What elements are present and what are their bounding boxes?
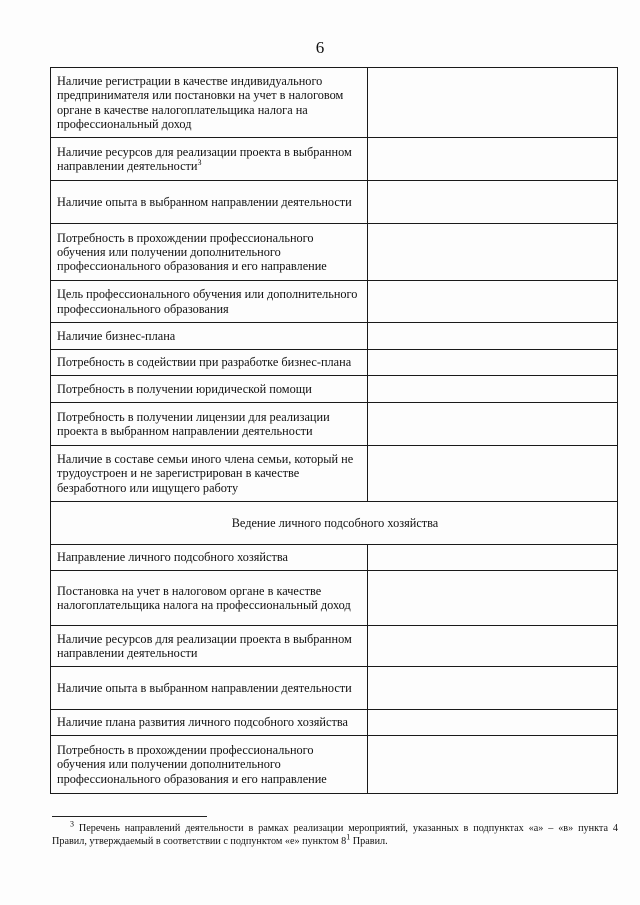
questionnaire-table <box>50 67 618 794</box>
row-label: Постановка на учет в налоговом органе в качестве налогоплательщика налога на профессиональный доход <box>51 571 368 626</box>
row-label: Наличие в составе семьи иного члена семьи, который не трудоустроен и не зарегистрирован в качестве безработного или ищущего работу <box>51 446 368 502</box>
footnote <box>52 819 619 848</box>
row-value-cell[interactable] <box>368 446 618 502</box>
row-value-cell[interactable] <box>368 571 618 626</box>
row-value-cell[interactable] <box>368 403 618 446</box>
footnote-text-end: Правил. <box>350 836 388 847</box>
row-label: Потребность в получении лицензии для реализации проекта в выбранном направлении деятельности <box>51 403 368 446</box>
table-row <box>51 350 618 376</box>
table-row <box>51 571 618 626</box>
row-value-cell[interactable] <box>368 181 618 224</box>
row-value-cell[interactable] <box>368 626 618 667</box>
page-number: 6 <box>315 38 325 57</box>
row-label: Потребность в получении юридической помощи <box>51 376 368 403</box>
table-row <box>51 181 618 224</box>
footnote-sup: 1 <box>346 832 351 842</box>
row-value-cell[interactable] <box>368 138 618 181</box>
row-value-cell[interactable] <box>368 545 618 571</box>
row-label: Потребность в прохождении профессионального обучения или получении дополнительного профессионального образования и его направление <box>51 224 368 281</box>
table-row <box>51 224 618 281</box>
row-label: Наличие ресурсов для реализации проекта в выбранном направлении деятельности <box>51 626 368 667</box>
footnote-text: Перечень направлений деятельности в рамках реализации мероприятий, указанных в подпунктах «а» – «в» пункта 4 Правил, утверждаемый в соответствии с подпунктом «е» пунктом 8 <box>52 823 619 847</box>
table-row <box>51 545 618 571</box>
row-value-cell[interactable] <box>368 350 618 376</box>
row-label: Наличие бизнес-плана <box>51 323 368 350</box>
table-row <box>51 403 618 446</box>
footnote-ref: 3 <box>197 157 202 167</box>
row-label: Наличие плана развития личного подсобного хозяйства <box>51 710 368 736</box>
table-row <box>51 710 618 736</box>
table-row <box>51 376 618 403</box>
table-row <box>51 667 618 710</box>
row-value-cell[interactable] <box>368 68 618 138</box>
row-value-cell[interactable] <box>368 281 618 323</box>
row-label <box>51 138 368 181</box>
footnote-mark: 3 <box>70 819 74 829</box>
row-label: Потребность в содействии при разработке бизнес-плана <box>51 350 368 376</box>
row-value-cell[interactable] <box>368 710 618 736</box>
section-title: Ведение личного подсобного хозяйства <box>51 502 618 545</box>
row-value-cell[interactable] <box>368 736 618 794</box>
row-value-cell[interactable] <box>368 667 618 710</box>
table-row <box>51 68 618 138</box>
row-label: Направление личного подсобного хозяйства <box>51 545 368 571</box>
table-row <box>51 323 618 350</box>
footnote-divider <box>52 816 207 817</box>
row-label: Наличие опыта в выбранном направлении деятельности <box>51 181 368 224</box>
row-label: Потребность в прохождении профессионального обучения или получении дополнительного профессионального образования и его направление <box>51 736 368 794</box>
section-header-row <box>51 502 618 545</box>
table-row <box>51 446 618 502</box>
table-row <box>51 281 618 323</box>
table-row <box>51 138 618 181</box>
table-row <box>51 736 618 794</box>
row-value-cell[interactable] <box>368 224 618 281</box>
row-value-cell[interactable] <box>368 376 618 403</box>
row-label-text: Наличие ресурсов для реализации проекта в выбранном направлении деятельности <box>57 144 352 173</box>
row-label: Наличие регистрации в качестве индивидуального предпринимателя или постановки на учет в налоговом органе в качестве налогоплательщика налога на профессиональный доход <box>51 68 368 138</box>
row-value-cell[interactable] <box>368 323 618 350</box>
table-row <box>51 626 618 667</box>
row-label: Наличие опыта в выбранном направлении деятельности <box>51 667 368 710</box>
row-label: Цель профессионального обучения или дополнительного профессионального образования <box>51 281 368 323</box>
